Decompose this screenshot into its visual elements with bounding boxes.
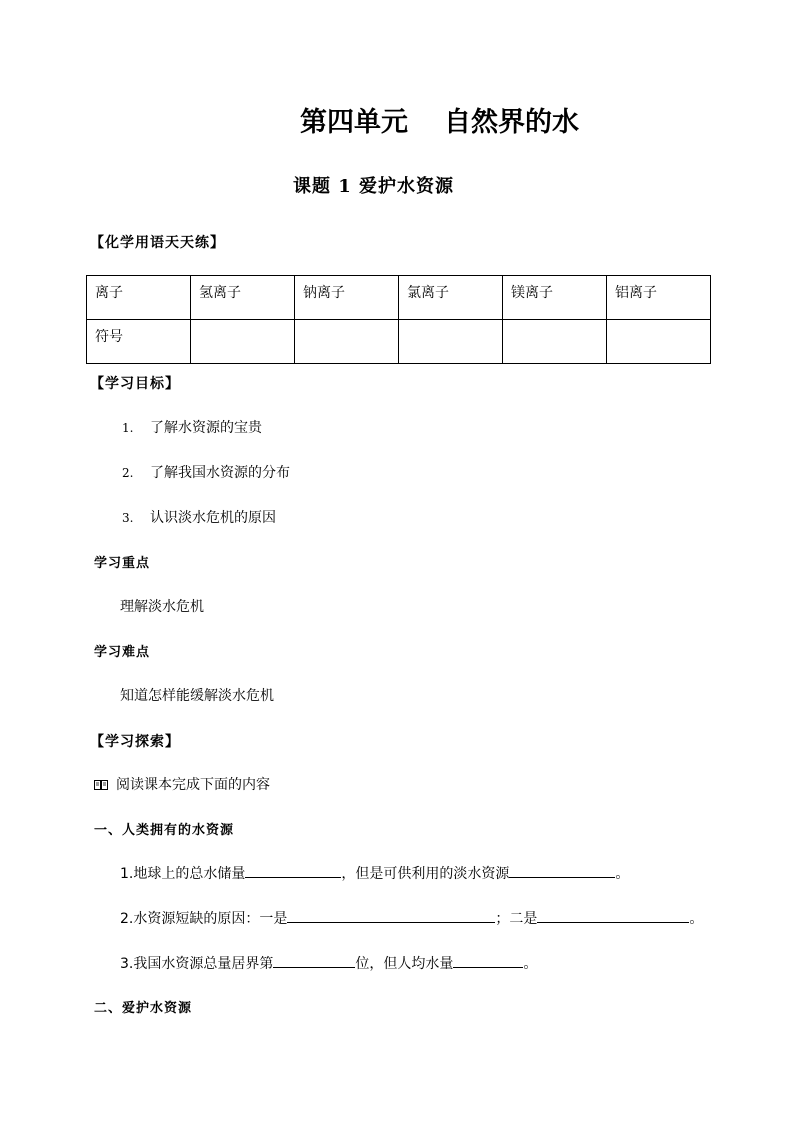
answer-cell[interactable] — [503, 320, 607, 364]
instruction-line — [94, 774, 270, 794]
question-1 — [120, 863, 629, 883]
answer-blank[interactable] — [453, 953, 523, 968]
answer-cell[interactable] — [607, 320, 711, 364]
unit-topic: 自然界的水 — [444, 107, 579, 138]
explore-heading: 【学习探索】 — [90, 734, 180, 750]
answer-cell[interactable] — [191, 320, 295, 364]
section1-heading: 一、人类拥有的水资源 — [94, 823, 235, 838]
instruction-text: 阅读课本完成下面的内容 — [116, 777, 270, 793]
answer-blank[interactable] — [245, 863, 341, 878]
book-icon — [94, 780, 108, 790]
question-text: 。 — [523, 956, 538, 972]
question-text: ；二是 — [495, 911, 538, 927]
answer-blank[interactable] — [537, 908, 689, 923]
practice-heading: 【化学用语天天练】 — [90, 235, 225, 251]
goal-text: 认识淡水危机的原因 — [150, 510, 276, 526]
difficulty-heading: 学习难点 — [94, 645, 151, 660]
table-cell: 符号 — [87, 320, 191, 364]
answer-blank[interactable] — [273, 953, 355, 968]
goal-text: 了解水资源的宝贵 — [150, 420, 262, 436]
ion-symbol-table — [86, 275, 711, 364]
goal-text: 了解我国水资源的分布 — [150, 465, 290, 481]
table-cell: 铝离子 — [607, 276, 711, 320]
question-text: 。 — [615, 866, 630, 882]
unit-number: 第四单元 — [300, 107, 408, 138]
table-cell: 氢离子 — [191, 276, 295, 320]
table-cell: 钠离子 — [295, 276, 399, 320]
table-cell: 镁离子 — [503, 276, 607, 320]
goal-number: 1. — [122, 421, 134, 435]
section2-heading: 二、爱护水资源 — [94, 1001, 193, 1016]
question-text: 位，但人均水量 — [355, 956, 454, 972]
lesson-title: 课题 1 爱护水资源 — [293, 176, 455, 197]
question-text: ，但是可供利用的淡水资源 — [341, 866, 510, 882]
goal-item — [122, 507, 276, 527]
focus-text: 理解淡水危机 — [120, 599, 204, 615]
question-2 — [120, 908, 703, 928]
question-text: 3.我国水资源总量居界第 — [120, 956, 274, 972]
answer-blank[interactable] — [509, 863, 615, 878]
goal-number: 3. — [122, 511, 134, 525]
goal-item — [122, 462, 290, 482]
unit-title — [300, 100, 579, 139]
table-cell: 离子 — [87, 276, 191, 320]
answer-blank[interactable] — [287, 908, 495, 923]
focus-heading: 学习重点 — [94, 556, 151, 571]
answer-cell[interactable] — [399, 320, 503, 364]
goal-item — [122, 417, 262, 437]
question-text: 。 — [689, 911, 704, 927]
question-text: 1.地球上的总水储量 — [120, 866, 246, 882]
difficulty-text: 知道怎样能缓解淡水危机 — [120, 688, 274, 704]
answer-cell[interactable] — [295, 320, 399, 364]
goal-number: 2. — [122, 466, 134, 480]
goals-heading: 【学习目标】 — [90, 376, 180, 392]
question-3 — [120, 953, 537, 973]
table-row — [87, 276, 711, 320]
table-cell: 氯离子 — [399, 276, 503, 320]
question-text: 2.水资源短缺的原因：一是 — [120, 911, 288, 927]
table-row — [87, 320, 711, 364]
